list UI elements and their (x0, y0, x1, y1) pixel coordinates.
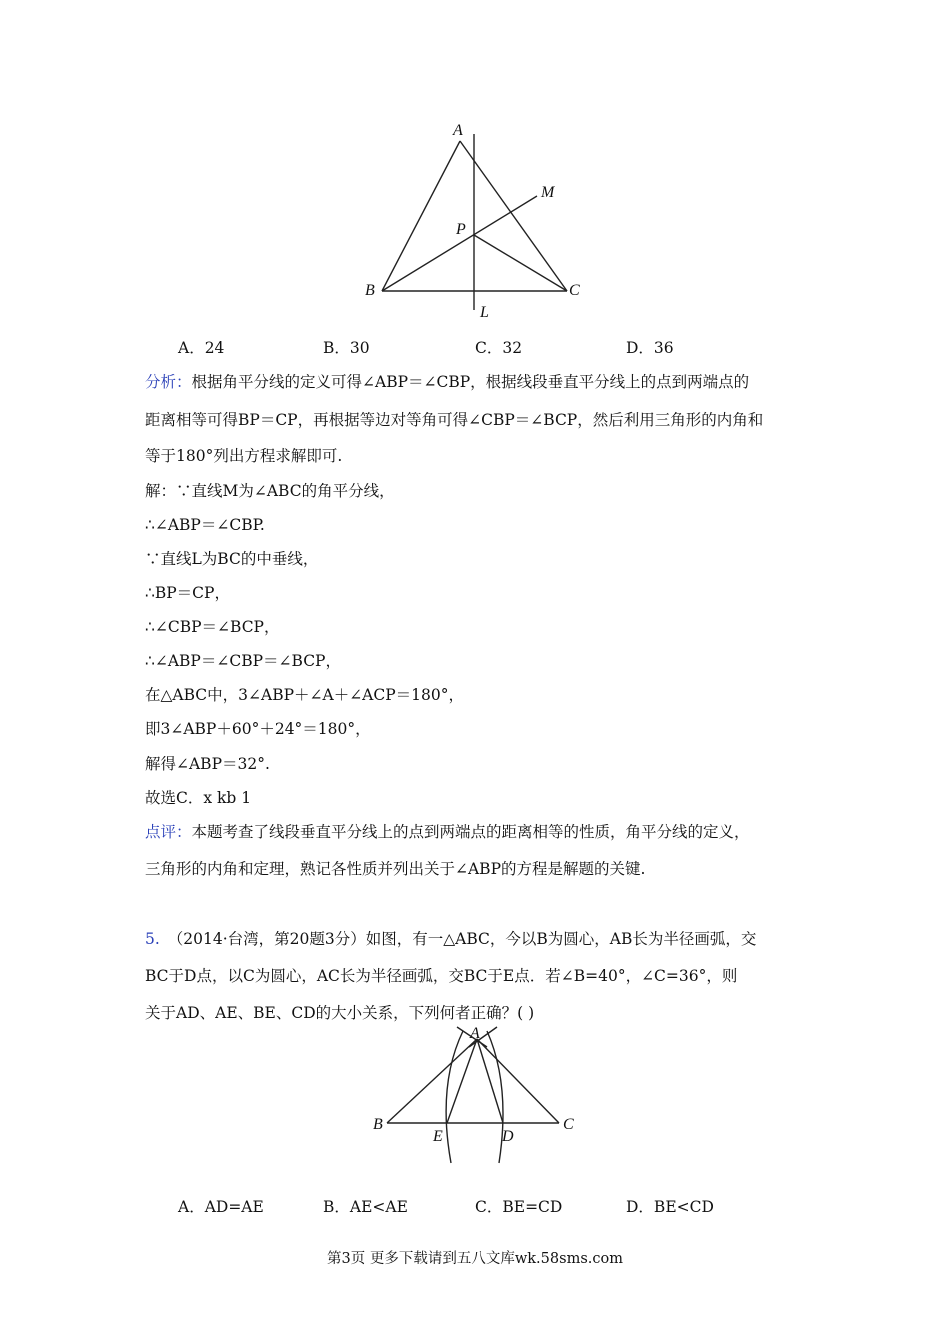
comment-tag: 点评： (145, 823, 192, 841)
label-B: B (365, 282, 375, 299)
label-C: C (569, 282, 580, 299)
comment-line-2: 三角形的内角和定理，熟记各性质并列出关于∠ABP的方程是解题的关键. (145, 860, 646, 878)
fig2-label-E: E (433, 1128, 443, 1145)
solution-line-4: ∴BP＝CP， (145, 584, 230, 602)
figure-triangle-arcs (365, 1025, 585, 1170)
q4-options (178, 336, 778, 358)
fig2-label-C: C (563, 1116, 574, 1133)
analysis-tag: 分析： (145, 373, 192, 391)
q4-option-c[interactable]: C．32 (475, 339, 523, 357)
label-A: A (453, 122, 463, 139)
solution-line-5: ∴∠CBP＝∠BCP， (145, 618, 280, 636)
analysis-line-1 (145, 370, 749, 392)
fig2-label-A: A (470, 1025, 480, 1042)
label-L: L (480, 304, 489, 321)
solution-line-7: 在△ABC中，3∠ABP＋∠A＋∠ACP＝180°， (145, 686, 464, 704)
label-P: P (456, 221, 466, 238)
q5-option-a[interactable]: A．AD=AE (178, 1198, 264, 1216)
analysis-line-3: 等于180°列出方程求解即可. (145, 447, 343, 465)
q5-options (178, 1195, 778, 1217)
solution-line-10: 故选C．x kb 1 (145, 789, 252, 807)
comment-line-1 (145, 820, 750, 842)
analysis-text-1: 根据角平分线的定义可得∠ABP＝∠CBP，根据线段垂直平分线上的点到两端点的 (191, 373, 750, 391)
solution-line-2: ∴∠ABP＝∠CBP. (145, 516, 265, 534)
q4-option-a[interactable]: A．24 (178, 339, 225, 357)
comment-text-1: 本题考查了线段垂直平分线上的点到两端点的距离相等的性质，角平分线的定义， (191, 823, 750, 841)
q5-line-1 (145, 927, 756, 949)
solution-line-9: 解得∠ABP＝32°. (145, 755, 270, 773)
q5-option-b[interactable]: B．AE<AE (323, 1198, 408, 1216)
q4-option-d[interactable]: D．36 (626, 339, 674, 357)
solution-line-3: ∵直线L为BC的中垂线， (145, 550, 319, 568)
q5-option-c[interactable]: C．BE=CD (475, 1198, 563, 1216)
solution-line-1: 解：∵直线M为∠ABC的角平分线， (145, 482, 395, 500)
q5-line-3: 关于AD、AE、BE、CD的大小关系，下列何者正确？( ) (145, 1004, 535, 1022)
label-M: M (541, 184, 555, 201)
fig2-label-D: D (502, 1128, 514, 1145)
q5-option-d[interactable]: D．BE<CD (626, 1198, 714, 1216)
solution-line-6: ∴∠ABP＝∠CBP＝∠BCP， (145, 652, 341, 670)
page-footer: 第3页 更多下载请到五八文库wk.58sms.com (327, 1251, 623, 1267)
analysis-line-2: 距离相等可得BP＝CP，再根据等边对等角可得∠CBP＝∠BCP，然后利用三角形的内角和 (145, 411, 764, 429)
q4-option-b[interactable]: B．30 (323, 339, 370, 357)
q5-text-1: （2014·台湾，第20题3分）如图，有一△ABC，今以B为圆心，AB长为半径画弧，交 (167, 930, 757, 948)
solution-line-8: 即3∠ABP＋60°＋24°＝180°， (145, 720, 371, 738)
q5-line-2: BC于D点，以C为圆心，AC长为半径画弧，交BC于E点．若∠B=40°，∠C=36°，则 (145, 967, 738, 985)
fig2-label-B: B (373, 1116, 383, 1133)
figure-triangle-bisector (355, 118, 595, 323)
q5-number: 5. (145, 930, 160, 948)
